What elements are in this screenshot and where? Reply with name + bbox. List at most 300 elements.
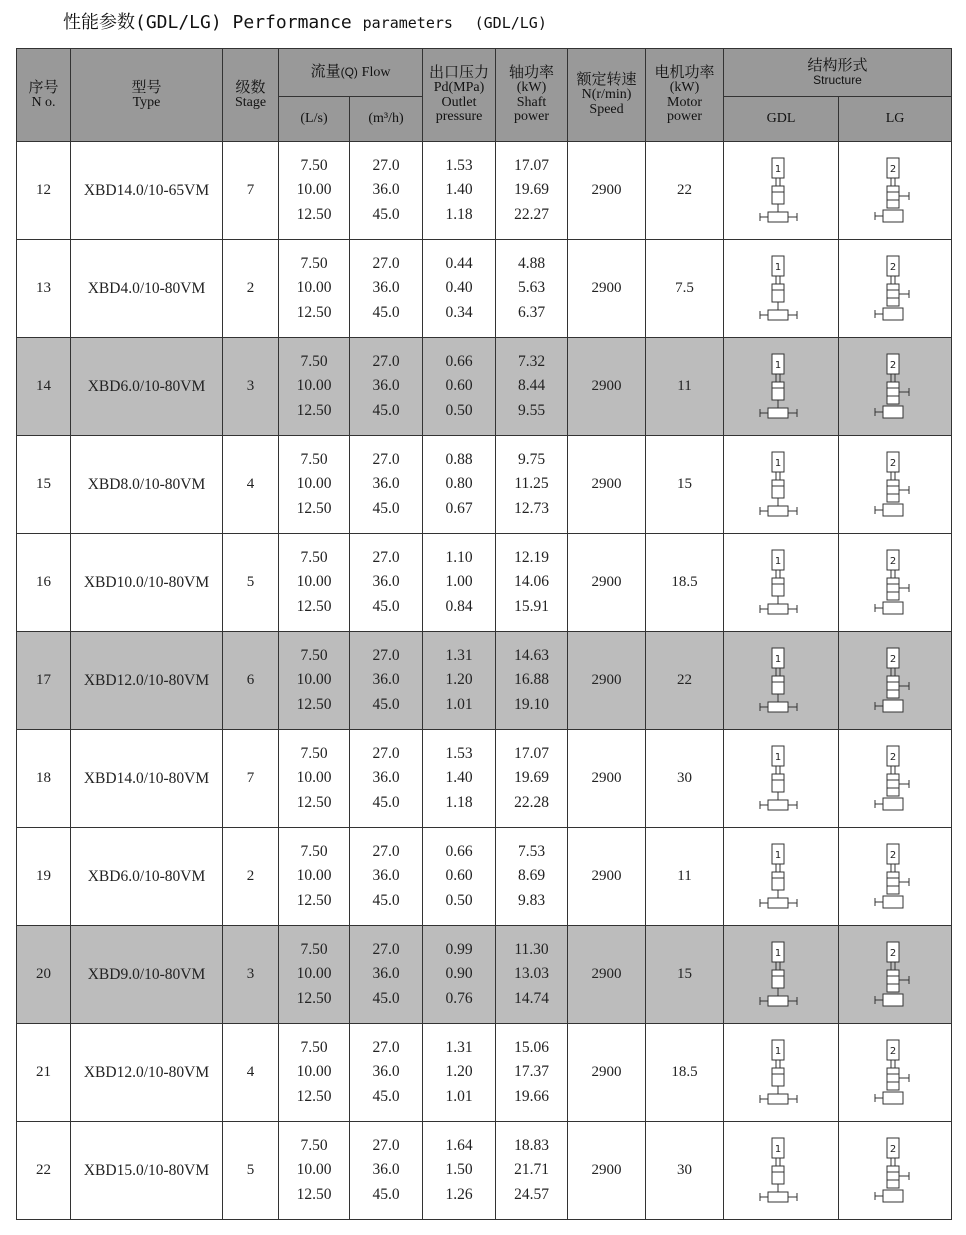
header-stage xyxy=(223,49,279,142)
flow-ls-value: 7.50 xyxy=(300,842,328,860)
header-flow xyxy=(279,49,423,97)
header-shaft-en1: Shaft xyxy=(516,94,547,110)
gdl-pump-icon xyxy=(759,646,803,716)
outlet-pressure-cell xyxy=(423,730,496,828)
row-speed: 2900 xyxy=(568,142,646,240)
row-speed: 2900 xyxy=(568,436,646,534)
flow-m3h-value: 36.0 xyxy=(372,1063,400,1081)
table-row xyxy=(17,142,952,240)
flow-ls-value: 7.50 xyxy=(300,646,328,664)
outlet-pressure-cell xyxy=(423,338,496,436)
flow-m3h-value: 27.0 xyxy=(372,450,400,468)
shaft-power-value: 24.57 xyxy=(514,1185,549,1203)
flow-m3h-value: 36.0 xyxy=(372,279,400,297)
header-pressure-en2: pressure xyxy=(435,109,483,125)
lg-pump-icon xyxy=(873,842,917,912)
header-flow-ls: (L/s) xyxy=(279,97,350,142)
row-stage: 3 xyxy=(223,926,279,1024)
shaft-power-cell xyxy=(496,632,568,730)
outlet-pressure-value: 1.01 xyxy=(445,1087,473,1105)
header-no xyxy=(17,49,71,142)
outlet-pressure-value: 0.44 xyxy=(445,254,473,272)
shaft-power-cell xyxy=(496,926,568,1024)
outlet-pressure-value: 0.50 xyxy=(445,401,473,419)
shaft-power-value: 11.30 xyxy=(514,940,549,958)
row-motor-power: 18.5 xyxy=(646,1024,724,1122)
header-gdl: GDL xyxy=(724,97,839,142)
outlet-pressure-value: 0.80 xyxy=(445,475,473,493)
flow-ls-value: 10.00 xyxy=(296,279,332,297)
outlet-pressure-value: 1.40 xyxy=(445,769,473,787)
outlet-pressure-value: 1.18 xyxy=(445,205,473,223)
flow-m3h-value: 36.0 xyxy=(372,377,400,395)
row-motor-power: 15 xyxy=(646,436,724,534)
lg-pump-icon xyxy=(873,254,917,324)
table-row xyxy=(17,632,952,730)
outlet-pressure-value: 0.67 xyxy=(445,499,473,517)
flow-ls-value: 10.00 xyxy=(296,965,332,983)
flow-m3h-value: 36.0 xyxy=(372,1161,400,1179)
shaft-power-value: 6.37 xyxy=(517,303,546,321)
svg-text:2: 2 xyxy=(889,359,897,371)
flow-ls-value: 7.50 xyxy=(300,940,328,958)
row-speed: 2900 xyxy=(568,828,646,926)
lg-pump-icon xyxy=(873,744,917,814)
lg-structure-cell xyxy=(839,1024,952,1122)
flow-ls-value: 10.00 xyxy=(296,1161,332,1179)
row-model: XBD6.0/10-80VM xyxy=(71,338,223,436)
lg-structure-cell xyxy=(839,240,952,338)
svg-text:1: 1 xyxy=(774,163,782,175)
outlet-pressure-value: 1.18 xyxy=(445,793,473,811)
flow-ls-value: 12.50 xyxy=(296,989,332,1007)
flow-ls-value: 10.00 xyxy=(296,475,332,493)
header-no-cn: 序号 xyxy=(28,77,59,96)
svg-text:1: 1 xyxy=(774,849,782,861)
flow-ls-value: 10.00 xyxy=(296,573,332,591)
row-model: XBD8.0/10-80VM xyxy=(71,436,223,534)
outlet-pressure-value: 0.60 xyxy=(445,867,473,885)
flow-ls-value: 10.00 xyxy=(296,181,332,199)
gdl-structure-cell xyxy=(724,828,839,926)
table-row xyxy=(17,1122,952,1220)
flow-m3h-cell xyxy=(350,240,423,338)
outlet-pressure-cell xyxy=(423,926,496,1024)
outlet-pressure-cell xyxy=(423,1122,496,1220)
row-stage: 2 xyxy=(223,240,279,338)
header-type-cn: 型号 xyxy=(131,77,162,96)
outlet-pressure-value: 0.76 xyxy=(445,989,473,1007)
svg-text:2: 2 xyxy=(889,653,897,665)
outlet-pressure-value: 1.20 xyxy=(445,671,473,689)
shaft-power-value: 19.69 xyxy=(514,769,549,787)
gdl-structure-cell xyxy=(724,338,839,436)
outlet-pressure-value: 1.20 xyxy=(445,1063,473,1081)
row-stage: 7 xyxy=(223,730,279,828)
table-row xyxy=(17,436,952,534)
flow-m3h-cell xyxy=(350,1122,423,1220)
outlet-pressure-value: 0.88 xyxy=(445,450,473,468)
flow-m3h-value: 45.0 xyxy=(372,695,400,713)
outlet-pressure-value: 1.00 xyxy=(445,573,473,591)
shaft-power-value: 16.88 xyxy=(514,671,549,689)
shaft-power-cell xyxy=(496,730,568,828)
row-speed: 2900 xyxy=(568,730,646,828)
row-no: 13 xyxy=(17,240,71,338)
row-model: XBD14.0/10-65VM xyxy=(71,142,223,240)
flow-m3h-cell xyxy=(350,142,423,240)
lg-pump-icon xyxy=(873,156,917,226)
flow-m3h-value: 45.0 xyxy=(372,891,400,909)
shaft-power-value: 5.63 xyxy=(517,279,546,297)
svg-text:1: 1 xyxy=(774,359,782,371)
flow-ls-value: 7.50 xyxy=(300,254,328,272)
outlet-pressure-value: 0.60 xyxy=(445,377,473,395)
flow-m3h-value: 36.0 xyxy=(372,475,400,493)
outlet-pressure-cell xyxy=(423,436,496,534)
flow-ls-cell xyxy=(279,338,350,436)
shaft-power-value: 17.07 xyxy=(514,156,549,174)
gdl-pump-icon xyxy=(759,254,803,324)
svg-text:1: 1 xyxy=(774,1045,782,1057)
row-stage: 4 xyxy=(223,1024,279,1122)
row-stage: 6 xyxy=(223,632,279,730)
header-stage-cn: 级数 xyxy=(235,77,266,96)
flow-ls-value: 12.50 xyxy=(296,499,332,517)
performance-table xyxy=(16,48,952,1220)
flow-ls-value: 10.00 xyxy=(296,867,332,885)
shaft-power-value: 22.28 xyxy=(514,793,549,811)
outlet-pressure-value: 0.99 xyxy=(445,940,473,958)
row-model: XBD4.0/10-80VM xyxy=(71,240,223,338)
row-speed: 2900 xyxy=(568,338,646,436)
header-shaft-unit: (kW) xyxy=(516,79,547,95)
outlet-pressure-value: 1.10 xyxy=(445,548,473,566)
lg-structure-cell xyxy=(839,436,952,534)
row-no: 18 xyxy=(17,730,71,828)
flow-ls-value: 10.00 xyxy=(296,1063,332,1081)
shaft-power-cell xyxy=(496,142,568,240)
row-stage: 4 xyxy=(223,436,279,534)
outlet-pressure-value: 0.66 xyxy=(445,352,473,370)
row-model: XBD15.0/10-80VM xyxy=(71,1122,223,1220)
flow-ls-value: 12.50 xyxy=(296,597,332,615)
shaft-power-value: 14.74 xyxy=(514,989,549,1007)
lg-pump-icon xyxy=(873,1136,917,1206)
outlet-pressure-value: 1.53 xyxy=(445,744,473,762)
row-speed: 2900 xyxy=(568,1024,646,1122)
table-row xyxy=(17,926,952,1024)
row-model: XBD12.0/10-80VM xyxy=(71,632,223,730)
title-cn: 性能参数(GDL/LG) xyxy=(63,12,222,33)
gdl-pump-icon xyxy=(759,744,803,814)
header-shaft-power xyxy=(496,49,568,142)
shaft-power-value: 14.63 xyxy=(514,646,549,664)
outlet-pressure-value: 0.90 xyxy=(445,965,473,983)
header-pressure-cn: 出口压力 xyxy=(429,63,490,82)
outlet-pressure-cell xyxy=(423,534,496,632)
shaft-power-value: 8.44 xyxy=(517,377,546,395)
header-motor-cn: 电机功率 xyxy=(654,63,715,82)
gdl-pump-icon xyxy=(759,156,803,226)
shaft-power-cell xyxy=(496,534,568,632)
flow-ls-value: 12.50 xyxy=(296,205,332,223)
gdl-pump-icon xyxy=(759,842,803,912)
flow-m3h-value: 27.0 xyxy=(372,548,400,566)
flow-ls-value: 7.50 xyxy=(300,548,328,566)
outlet-pressure-cell xyxy=(423,632,496,730)
outlet-pressure-value: 1.50 xyxy=(445,1161,473,1179)
flow-ls-cell xyxy=(279,534,350,632)
gdl-pump-icon xyxy=(759,940,803,1010)
shaft-power-value: 9.55 xyxy=(517,401,546,419)
flow-m3h-cell xyxy=(350,730,423,828)
flow-ls-cell xyxy=(279,240,350,338)
svg-text:2: 2 xyxy=(889,163,897,175)
row-motor-power: 22 xyxy=(646,632,724,730)
flow-m3h-value: 27.0 xyxy=(372,1038,400,1056)
row-motor-power: 30 xyxy=(646,1122,724,1220)
outlet-pressure-cell xyxy=(423,1024,496,1122)
flow-ls-value: 7.50 xyxy=(300,156,328,174)
svg-text:2: 2 xyxy=(889,457,897,469)
row-stage: 5 xyxy=(223,534,279,632)
flow-m3h-value: 45.0 xyxy=(372,793,400,811)
shaft-power-cell xyxy=(496,1122,568,1220)
title-en-code: (GDL/LG) xyxy=(474,14,547,32)
shaft-power-value: 7.53 xyxy=(517,842,546,860)
gdl-pump-icon xyxy=(759,1038,803,1108)
lg-structure-cell xyxy=(839,632,952,730)
svg-text:1: 1 xyxy=(774,653,782,665)
gdl-structure-cell xyxy=(724,1024,839,1122)
row-stage: 7 xyxy=(223,142,279,240)
row-speed: 2900 xyxy=(568,240,646,338)
lg-structure-cell xyxy=(839,534,952,632)
header-pressure-unit: Pd(MPa) xyxy=(433,79,485,95)
shaft-power-value: 22.27 xyxy=(514,205,549,223)
flow-m3h-value: 45.0 xyxy=(372,989,400,1007)
flow-ls-cell xyxy=(279,632,350,730)
shaft-power-value: 9.75 xyxy=(517,450,546,468)
row-motor-power: 11 xyxy=(646,338,724,436)
row-motor-power: 11 xyxy=(646,828,724,926)
shaft-power-cell xyxy=(496,240,568,338)
row-no: 21 xyxy=(17,1024,71,1122)
flow-m3h-value: 45.0 xyxy=(372,401,400,419)
shaft-power-cell xyxy=(496,338,568,436)
table-row xyxy=(17,730,952,828)
lg-structure-cell xyxy=(839,730,952,828)
header-type-en: Type xyxy=(132,94,161,110)
outlet-pressure-value: 0.40 xyxy=(445,279,473,297)
gdl-structure-cell xyxy=(724,1122,839,1220)
flow-m3h-cell xyxy=(350,828,423,926)
svg-text:1: 1 xyxy=(774,555,782,567)
gdl-pump-icon xyxy=(759,548,803,618)
shaft-power-value: 19.10 xyxy=(514,695,549,713)
gdl-pump-icon xyxy=(759,352,803,422)
row-motor-power: 30 xyxy=(646,730,724,828)
title-en-performance: Performance xyxy=(232,12,352,33)
flow-ls-value: 12.50 xyxy=(296,1185,332,1203)
row-no: 17 xyxy=(17,632,71,730)
flow-ls-value: 10.00 xyxy=(296,769,332,787)
svg-text:2: 2 xyxy=(889,555,897,567)
shaft-power-value: 14.06 xyxy=(514,573,549,591)
row-no: 14 xyxy=(17,338,71,436)
flow-ls-value: 7.50 xyxy=(300,1136,328,1154)
flow-ls-value: 7.50 xyxy=(300,1038,328,1056)
outlet-pressure-value: 1.01 xyxy=(445,695,473,713)
row-speed: 2900 xyxy=(568,534,646,632)
row-no: 15 xyxy=(17,436,71,534)
flow-ls-value: 7.50 xyxy=(300,450,328,468)
table-row xyxy=(17,338,952,436)
header-lg: LG xyxy=(839,97,952,142)
lg-pump-icon xyxy=(873,646,917,716)
lg-structure-cell xyxy=(839,926,952,1024)
shaft-power-cell xyxy=(496,436,568,534)
row-speed: 2900 xyxy=(568,926,646,1024)
outlet-pressure-cell xyxy=(423,240,496,338)
lg-structure-cell xyxy=(839,828,952,926)
row-stage: 2 xyxy=(223,828,279,926)
flow-m3h-value: 45.0 xyxy=(372,1185,400,1203)
flow-ls-value: 10.00 xyxy=(296,377,332,395)
flow-m3h-cell xyxy=(350,436,423,534)
shaft-power-value: 4.88 xyxy=(517,254,546,272)
header-motor-en1: Motor xyxy=(667,94,703,110)
flow-m3h-cell xyxy=(350,926,423,1024)
flow-ls-value: 12.50 xyxy=(296,303,332,321)
flow-m3h-value: 27.0 xyxy=(372,940,400,958)
row-motor-power: 22 xyxy=(646,142,724,240)
flow-m3h-value: 45.0 xyxy=(372,303,400,321)
row-stage: 3 xyxy=(223,338,279,436)
flow-m3h-value: 45.0 xyxy=(372,499,400,517)
shaft-power-cell xyxy=(496,828,568,926)
shaft-power-value: 18.83 xyxy=(514,1136,549,1154)
outlet-pressure-value: 1.53 xyxy=(445,156,473,174)
shaft-power-value: 9.83 xyxy=(517,891,546,909)
outlet-pressure-value: 1.40 xyxy=(445,181,473,199)
header-structure-cn: 结构形式 xyxy=(807,56,868,75)
header-flow-en: Flow xyxy=(361,65,391,81)
header-pressure-en1: Outlet xyxy=(441,94,477,110)
row-motor-power: 18.5 xyxy=(646,534,724,632)
flow-m3h-value: 27.0 xyxy=(372,156,400,174)
shaft-power-value: 12.73 xyxy=(514,499,549,517)
svg-text:1: 1 xyxy=(774,947,782,959)
svg-text:1: 1 xyxy=(774,1143,782,1155)
flow-ls-value: 10.00 xyxy=(296,671,332,689)
shaft-power-value: 19.69 xyxy=(514,181,549,199)
flow-m3h-value: 27.0 xyxy=(372,254,400,272)
svg-text:2: 2 xyxy=(889,1045,897,1057)
lg-pump-icon xyxy=(873,450,917,520)
outlet-pressure-cell xyxy=(423,828,496,926)
table-row xyxy=(17,1024,952,1122)
table-row xyxy=(17,828,952,926)
shaft-power-value: 17.37 xyxy=(514,1063,549,1081)
flow-m3h-cell xyxy=(350,1024,423,1122)
svg-text:1: 1 xyxy=(774,751,782,763)
row-stage: 5 xyxy=(223,1122,279,1220)
flow-ls-value: 12.50 xyxy=(296,891,332,909)
gdl-pump-icon xyxy=(759,450,803,520)
flow-ls-value: 7.50 xyxy=(300,352,328,370)
row-model: XBD12.0/10-80VM xyxy=(71,1024,223,1122)
row-no: 22 xyxy=(17,1122,71,1220)
header-shaft-en2: power xyxy=(514,109,550,125)
shaft-power-value: 17.07 xyxy=(514,744,549,762)
flow-ls-cell xyxy=(279,926,350,1024)
flow-m3h-value: 36.0 xyxy=(372,573,400,591)
header-structure-en: Structure xyxy=(813,73,862,88)
row-model: XBD6.0/10-80VM xyxy=(71,828,223,926)
row-model: XBD14.0/10-80VM xyxy=(71,730,223,828)
svg-text:2: 2 xyxy=(889,1143,897,1155)
row-model: XBD10.0/10-80VM xyxy=(71,534,223,632)
flow-ls-cell xyxy=(279,1024,350,1122)
flow-ls-cell xyxy=(279,142,350,240)
shaft-power-value: 15.91 xyxy=(514,597,549,615)
flow-m3h-value: 27.0 xyxy=(372,744,400,762)
outlet-pressure-value: 0.66 xyxy=(445,842,473,860)
flow-m3h-value: 45.0 xyxy=(372,1087,400,1105)
header-shaft-cn: 轴功率 xyxy=(509,63,555,82)
svg-text:2: 2 xyxy=(889,261,897,273)
row-speed: 2900 xyxy=(568,632,646,730)
shaft-power-value: 11.25 xyxy=(514,475,549,493)
row-motor-power: 7.5 xyxy=(646,240,724,338)
outlet-pressure-cell xyxy=(423,142,496,240)
flow-ls-cell xyxy=(279,1122,350,1220)
header-speed-unit: N(r/min) xyxy=(581,87,632,103)
flow-ls-value: 12.50 xyxy=(296,695,332,713)
flow-m3h-value: 27.0 xyxy=(372,842,400,860)
header-flow-cn: 流量 xyxy=(310,62,341,81)
flow-ls-value: 12.50 xyxy=(296,793,332,811)
flow-m3h-cell xyxy=(350,338,423,436)
flow-ls-cell xyxy=(279,828,350,926)
header-flow-q: (Q) xyxy=(340,65,358,80)
header-motor-en2: power xyxy=(667,109,703,125)
outlet-pressure-value: 1.64 xyxy=(445,1136,473,1154)
header-speed xyxy=(568,49,646,142)
outlet-pressure-value: 1.31 xyxy=(445,646,473,664)
shaft-power-value: 15.06 xyxy=(514,1038,549,1056)
row-no: 12 xyxy=(17,142,71,240)
flow-ls-value: 12.50 xyxy=(296,401,332,419)
flow-m3h-value: 27.0 xyxy=(372,352,400,370)
flow-m3h-value: 27.0 xyxy=(372,1136,400,1154)
flow-m3h-value: 36.0 xyxy=(372,867,400,885)
header-pressure xyxy=(423,49,496,142)
svg-text:1: 1 xyxy=(774,457,782,469)
outlet-pressure-value: 0.50 xyxy=(445,891,473,909)
title-en-parameters: parameters xyxy=(362,14,453,32)
flow-ls-cell xyxy=(279,436,350,534)
flow-m3h-value: 36.0 xyxy=(372,181,400,199)
svg-text:2: 2 xyxy=(889,947,897,959)
header-flow-m3h: (m³/h) xyxy=(350,97,423,142)
shaft-power-value: 21.71 xyxy=(514,1161,549,1179)
shaft-power-value: 13.03 xyxy=(514,965,549,983)
flow-m3h-cell xyxy=(350,534,423,632)
header-speed-en: Speed xyxy=(589,101,624,117)
